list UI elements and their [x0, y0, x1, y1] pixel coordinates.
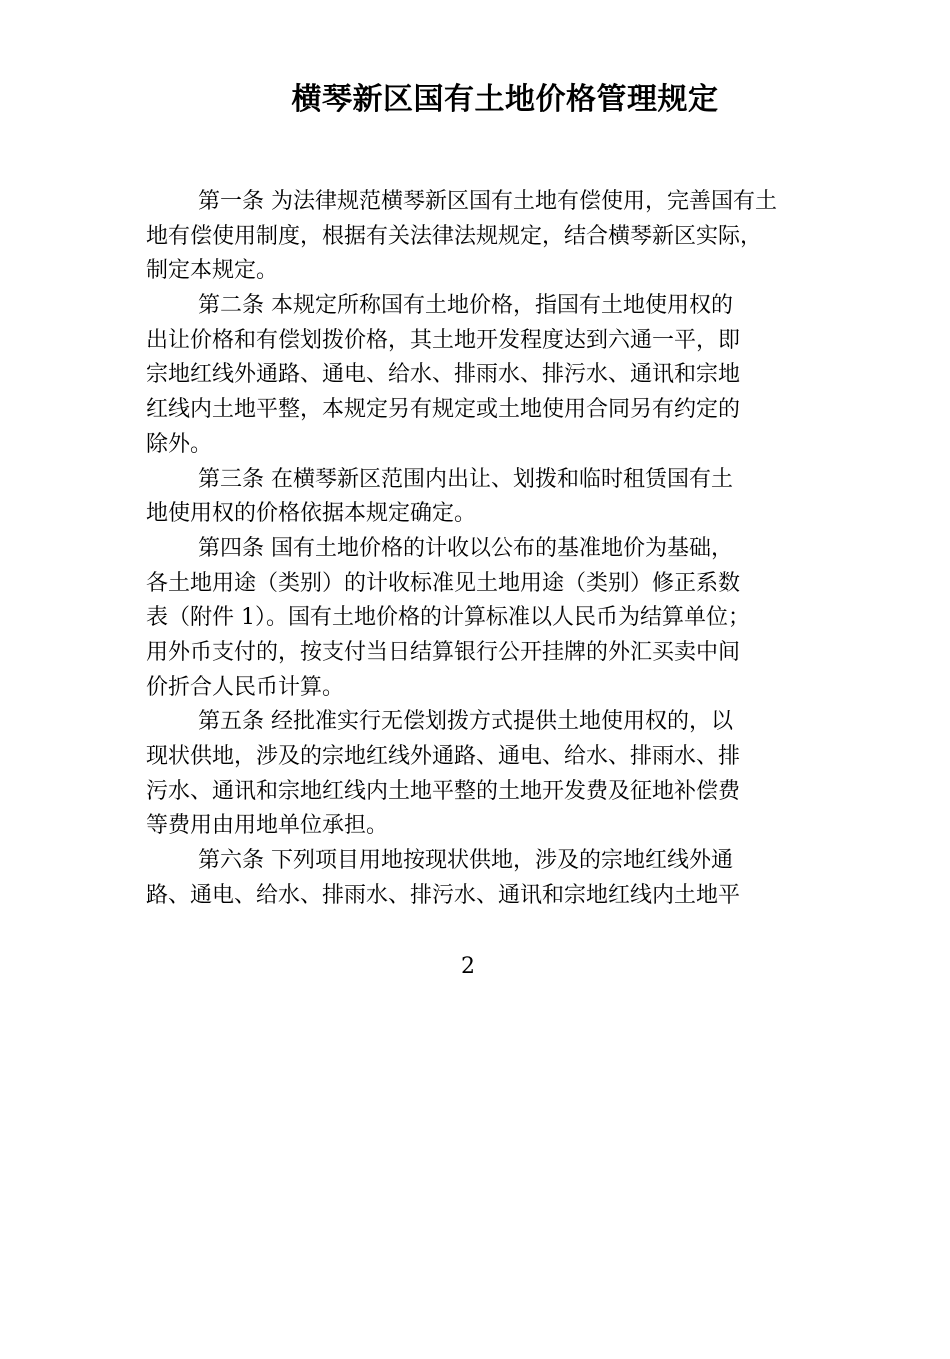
article-5-line-2: 现状供地，涉及的宗地红线外通路、通电、给水、排雨水、排	[146, 744, 741, 769]
article-3-line-2: 地使用权的价格依据本规定确定。	[146, 501, 477, 527]
article-4-line-4: 用外币支付的，按支付当日结算银行公开挂牌的外汇买卖中间	[146, 639, 741, 665]
article-2-line-3: 宗地红线外通路、通电、给水、排雨水、排污水、通讯和宗地	[146, 362, 741, 388]
article-5-line-3: 污水、通讯和宗地红线内土地平整的土地开发费及征地补偿费	[146, 778, 741, 804]
document-body	[146, 185, 846, 913]
article-2-line-2: 出让价格和有偿划拨价格，其土地开发程度达到六通一平，即	[146, 327, 741, 353]
article-4-line-5: 价折合人民币计算。	[146, 674, 345, 700]
page-number: 2	[461, 954, 475, 979]
article-2-line-4: 红线内土地平整，本规定另有规定或土地使用合同另有约定的	[146, 397, 741, 423]
article-5-line-4: 等费用由用地单位承担。	[146, 813, 389, 839]
article-1-line-1: 第一条 为法律规范横琴新区国有土地有偿使用，完善国有土	[198, 189, 777, 214]
article-6-line-1: 第六条 下列项目用地按现状供地，涉及的宗地红线外通	[198, 848, 733, 874]
article-5-line-1: 第五条 经批准实行无偿划拨方式提供土地使用权的，以	[198, 709, 733, 735]
article-4-line-1: 第四条 国有土地价格的计收以公布的基准地价为基础，	[198, 535, 733, 561]
article-1-line-3: 制定本规定。	[146, 258, 279, 284]
page-title: 横琴新区国有土地价格管理规定	[291, 82, 719, 117]
article-6-line-2: 路、通电、给水、排雨水、排污水、通讯和宗地红线内土地平	[146, 882, 741, 908]
article-4-line-3: 表（附件 1）。国有土地价格的计算标准以人民币为结算单位；	[146, 605, 750, 631]
article-3-line-1: 第三条 在横琴新区范围内出让、划拨和临时租赁国有土	[198, 466, 733, 492]
article-4-line-2: 各土地用途（类别）的计收标准见土地用途（类别）修正系数	[146, 570, 741, 596]
article-2-line-1: 第二条 本规定所称国有土地价格，指国有土地使用权的	[198, 293, 733, 319]
article-2-line-5: 除外。	[146, 431, 213, 457]
article-1-line-2: 地有偿使用制度，根据有关法律法规规定，结合横琴新区实际，	[146, 223, 763, 249]
